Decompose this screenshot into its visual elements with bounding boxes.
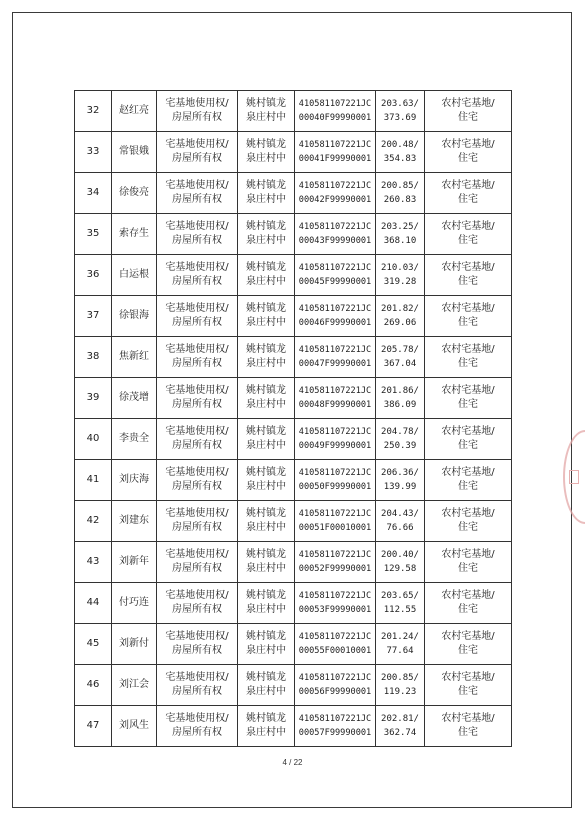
area-cell xyxy=(376,132,425,173)
location-cell xyxy=(238,378,295,419)
land-use: 农村宅基地/ 住宅 xyxy=(441,262,495,287)
row-number-cell xyxy=(75,583,112,624)
area: 206.36/ 139.99 xyxy=(381,468,419,492)
row-number-cell xyxy=(75,706,112,747)
right-type: 宅基地使用权/ 房屋所有权 xyxy=(165,467,229,492)
area: 201.24/ 77.64 xyxy=(381,632,419,656)
area: 200.85/ 260.83 xyxy=(381,181,419,205)
property-code-cell xyxy=(295,583,376,624)
owner-name-cell xyxy=(112,91,157,132)
area: 205.78/ 367.04 xyxy=(381,345,419,369)
table-row xyxy=(75,214,512,255)
area-cell xyxy=(376,255,425,296)
land-use-cell xyxy=(425,296,512,337)
row-number: 33 xyxy=(86,146,100,157)
location-cell xyxy=(238,583,295,624)
property-code: 410581107221JC 00047F99990001 xyxy=(298,345,372,369)
table-row xyxy=(75,583,512,624)
location: 姚村镇龙 泉庄村中 xyxy=(246,139,286,164)
owner-name-cell xyxy=(112,419,157,460)
row-number: 40 xyxy=(86,433,100,444)
row-number-cell xyxy=(75,132,112,173)
land-use: 农村宅基地/ 住宅 xyxy=(441,631,495,656)
records-table-body xyxy=(75,91,512,747)
location-cell xyxy=(238,542,295,583)
right-type-cell xyxy=(157,132,238,173)
location: 姚村镇龙 泉庄村中 xyxy=(246,221,286,246)
right-type-cell xyxy=(157,255,238,296)
right-type: 宅基地使用权/ 房屋所有权 xyxy=(165,713,229,738)
location: 姚村镇龙 泉庄村中 xyxy=(246,303,286,328)
owner-name: 刘庆海 xyxy=(119,474,149,485)
property-code-cell xyxy=(295,542,376,583)
right-type: 宅基地使用权/ 房屋所有权 xyxy=(165,98,229,123)
table-row xyxy=(75,706,512,747)
records-table xyxy=(74,90,512,747)
seal-stamp-mark xyxy=(569,470,579,484)
area-cell xyxy=(376,542,425,583)
area: 201.86/ 386.09 xyxy=(381,386,419,410)
property-code: 410581107221JC 00045F99990001 xyxy=(298,263,372,287)
location: 姚村镇龙 泉庄村中 xyxy=(246,385,286,410)
table-row xyxy=(75,337,512,378)
owner-name-cell xyxy=(112,460,157,501)
land-use: 农村宅基地/ 住宅 xyxy=(441,508,495,533)
land-use: 农村宅基地/ 住宅 xyxy=(441,303,495,328)
row-number: 35 xyxy=(86,228,100,239)
right-type: 宅基地使用权/ 房屋所有权 xyxy=(165,385,229,410)
location: 姚村镇龙 泉庄村中 xyxy=(246,631,286,656)
area-cell xyxy=(376,91,425,132)
owner-name-cell xyxy=(112,214,157,255)
table-row xyxy=(75,542,512,583)
row-number: 41 xyxy=(86,474,100,485)
land-use: 农村宅基地/ 住宅 xyxy=(441,713,495,738)
table-row xyxy=(75,255,512,296)
row-number: 46 xyxy=(86,679,100,690)
property-code: 410581107221JC 00052F99990001 xyxy=(298,550,372,574)
area: 200.40/ 129.58 xyxy=(381,550,419,574)
area-cell xyxy=(376,214,425,255)
table-row xyxy=(75,296,512,337)
row-number-cell xyxy=(75,173,112,214)
land-use: 农村宅基地/ 住宅 xyxy=(441,385,495,410)
owner-name: 刘建东 xyxy=(119,515,149,526)
area: 203.65/ 112.55 xyxy=(381,591,419,615)
area-cell xyxy=(376,173,425,214)
row-number-cell xyxy=(75,214,112,255)
property-code-cell xyxy=(295,91,376,132)
property-code-cell xyxy=(295,214,376,255)
property-code: 410581107221JC 00051F00010001 xyxy=(298,509,372,533)
land-use-cell xyxy=(425,460,512,501)
owner-name-cell xyxy=(112,542,157,583)
property-code-cell xyxy=(295,296,376,337)
table-row xyxy=(75,419,512,460)
property-code: 410581107221JC 00056F99990001 xyxy=(298,673,372,697)
land-use: 农村宅基地/ 住宅 xyxy=(441,344,495,369)
location: 姚村镇龙 泉庄村中 xyxy=(246,344,286,369)
row-number: 42 xyxy=(86,515,100,526)
area: 200.85/ 119.23 xyxy=(381,673,419,697)
land-use-cell xyxy=(425,91,512,132)
location: 姚村镇龙 泉庄村中 xyxy=(246,713,286,738)
row-number: 44 xyxy=(86,597,100,608)
property-code: 410581107221JC 00050F99990001 xyxy=(298,468,372,492)
right-type: 宅基地使用权/ 房屋所有权 xyxy=(165,221,229,246)
location-cell xyxy=(238,501,295,542)
location-cell xyxy=(238,419,295,460)
right-type: 宅基地使用权/ 房屋所有权 xyxy=(165,180,229,205)
location-cell xyxy=(238,91,295,132)
land-use-cell xyxy=(425,337,512,378)
owner-name: 刘新付 xyxy=(119,638,149,649)
location-cell xyxy=(238,665,295,706)
location: 姚村镇龙 泉庄村中 xyxy=(246,590,286,615)
land-use-cell xyxy=(425,583,512,624)
location-cell xyxy=(238,706,295,747)
area-cell xyxy=(376,583,425,624)
row-number-cell xyxy=(75,255,112,296)
owner-name: 徐俊亮 xyxy=(119,187,149,198)
right-type: 宅基地使用权/ 房屋所有权 xyxy=(165,672,229,697)
right-type: 宅基地使用权/ 房屋所有权 xyxy=(165,344,229,369)
owner-name-cell xyxy=(112,706,157,747)
right-type: 宅基地使用权/ 房屋所有权 xyxy=(165,303,229,328)
location-cell xyxy=(238,337,295,378)
row-number-cell xyxy=(75,337,112,378)
land-use: 农村宅基地/ 住宅 xyxy=(441,672,495,697)
area: 201.82/ 269.06 xyxy=(381,304,419,328)
location: 姚村镇龙 泉庄村中 xyxy=(246,180,286,205)
right-type-cell xyxy=(157,583,238,624)
location: 姚村镇龙 泉庄村中 xyxy=(246,98,286,123)
property-code: 410581107221JC 00048F99990001 xyxy=(298,386,372,410)
location: 姚村镇龙 泉庄村中 xyxy=(246,262,286,287)
row-number-cell xyxy=(75,460,112,501)
land-use: 农村宅基地/ 住宅 xyxy=(441,549,495,574)
owner-name-cell xyxy=(112,173,157,214)
owner-name-cell xyxy=(112,501,157,542)
row-number-cell xyxy=(75,378,112,419)
property-code: 410581107221JC 00043F99990001 xyxy=(298,222,372,246)
owner-name-cell xyxy=(112,624,157,665)
right-type-cell xyxy=(157,665,238,706)
location: 姚村镇龙 泉庄村中 xyxy=(246,508,286,533)
owner-name: 赵红亮 xyxy=(119,105,149,116)
right-type-cell xyxy=(157,501,238,542)
row-number: 38 xyxy=(86,351,100,362)
row-number: 45 xyxy=(86,638,100,649)
row-number-cell xyxy=(75,624,112,665)
row-number-cell xyxy=(75,91,112,132)
land-use-cell xyxy=(425,132,512,173)
row-number: 34 xyxy=(86,187,100,198)
owner-name-cell xyxy=(112,255,157,296)
table-row xyxy=(75,501,512,542)
area-cell xyxy=(376,419,425,460)
land-use-cell xyxy=(425,173,512,214)
land-use: 农村宅基地/ 住宅 xyxy=(441,426,495,451)
owner-name-cell xyxy=(112,665,157,706)
owner-name: 李贵全 xyxy=(119,433,149,444)
location-cell xyxy=(238,624,295,665)
property-code: 410581107221JC 00053F99990001 xyxy=(298,591,372,615)
property-code-cell xyxy=(295,460,376,501)
row-number-cell xyxy=(75,419,112,460)
property-code: 410581107221JC 00046F99990001 xyxy=(298,304,372,328)
property-code-cell xyxy=(295,624,376,665)
owner-name: 刘新年 xyxy=(119,556,149,567)
location-cell xyxy=(238,296,295,337)
right-type-cell xyxy=(157,624,238,665)
location-cell xyxy=(238,173,295,214)
row-number-cell xyxy=(75,296,112,337)
owner-name: 常银娥 xyxy=(119,146,149,157)
area-cell xyxy=(376,460,425,501)
location: 姚村镇龙 泉庄村中 xyxy=(246,467,286,492)
owner-name-cell xyxy=(112,583,157,624)
owner-name: 徐茂增 xyxy=(119,392,149,403)
row-number: 47 xyxy=(86,720,100,731)
property-code: 410581107221JC 00057F99990001 xyxy=(298,714,372,738)
owner-name: 徐银海 xyxy=(119,310,149,321)
area: 202.81/ 362.74 xyxy=(381,714,419,738)
area-cell xyxy=(376,296,425,337)
area: 203.63/ 373.69 xyxy=(381,99,419,123)
table-row xyxy=(75,173,512,214)
right-type: 宅基地使用权/ 房屋所有权 xyxy=(165,508,229,533)
area: 204.43/ 76.66 xyxy=(381,509,419,533)
right-type: 宅基地使用权/ 房屋所有权 xyxy=(165,139,229,164)
property-code-cell xyxy=(295,255,376,296)
location-cell xyxy=(238,460,295,501)
land-use: 农村宅基地/ 住宅 xyxy=(441,180,495,205)
land-use: 农村宅基地/ 住宅 xyxy=(441,221,495,246)
property-code-cell xyxy=(295,706,376,747)
land-use: 农村宅基地/ 住宅 xyxy=(441,590,495,615)
land-use-cell xyxy=(425,419,512,460)
right-type: 宅基地使用权/ 房屋所有权 xyxy=(165,590,229,615)
row-number: 39 xyxy=(86,392,100,403)
right-type-cell xyxy=(157,91,238,132)
owner-name: 付巧连 xyxy=(119,597,149,608)
page-number: 4 / 22 xyxy=(282,758,303,767)
area-cell xyxy=(376,378,425,419)
row-number: 43 xyxy=(86,556,100,567)
right-type-cell xyxy=(157,419,238,460)
land-use: 农村宅基地/ 住宅 xyxy=(441,98,495,123)
owner-name: 刘江会 xyxy=(119,679,149,690)
area-cell xyxy=(376,337,425,378)
row-number: 36 xyxy=(86,269,100,280)
property-code-cell xyxy=(295,378,376,419)
owner-name-cell xyxy=(112,378,157,419)
right-type-cell xyxy=(157,173,238,214)
right-type: 宅基地使用权/ 房屋所有权 xyxy=(165,631,229,656)
property-code-cell xyxy=(295,337,376,378)
area-cell xyxy=(376,665,425,706)
area: 210.03/ 319.28 xyxy=(381,263,419,287)
property-code-cell xyxy=(295,173,376,214)
row-number-cell xyxy=(75,665,112,706)
location-cell xyxy=(238,255,295,296)
row-number: 32 xyxy=(86,105,100,116)
right-type-cell xyxy=(157,337,238,378)
right-type-cell xyxy=(157,214,238,255)
area: 200.48/ 354.83 xyxy=(381,140,419,164)
property-code: 410581107221JC 00049F99990001 xyxy=(298,427,372,451)
area: 203.25/ 368.10 xyxy=(381,222,419,246)
owner-name: 刘风生 xyxy=(119,720,149,731)
area-cell xyxy=(376,501,425,542)
table-row xyxy=(75,460,512,501)
land-use-cell xyxy=(425,542,512,583)
owner-name-cell xyxy=(112,296,157,337)
right-type: 宅基地使用权/ 房屋所有权 xyxy=(165,262,229,287)
property-code: 410581107221JC 00055F00010001 xyxy=(298,632,372,656)
table-row xyxy=(75,132,512,173)
property-code: 410581107221JC 00042F99990001 xyxy=(298,181,372,205)
row-number: 37 xyxy=(86,310,100,321)
right-type: 宅基地使用权/ 房屋所有权 xyxy=(165,426,229,451)
property-code-cell xyxy=(295,665,376,706)
right-type-cell xyxy=(157,296,238,337)
right-type-cell xyxy=(157,706,238,747)
table-row xyxy=(75,665,512,706)
location: 姚村镇龙 泉庄村中 xyxy=(246,672,286,697)
land-use-cell xyxy=(425,214,512,255)
property-code-cell xyxy=(295,501,376,542)
location: 姚村镇龙 泉庄村中 xyxy=(246,549,286,574)
table-row xyxy=(75,624,512,665)
area-cell xyxy=(376,624,425,665)
land-use: 农村宅基地/ 住宅 xyxy=(441,139,495,164)
property-code: 410581107221JC 00040F99990001 xyxy=(298,99,372,123)
area: 204.78/ 250.39 xyxy=(381,427,419,451)
area-cell xyxy=(376,706,425,747)
land-use-cell xyxy=(425,706,512,747)
property-code-cell xyxy=(295,132,376,173)
land-use-cell xyxy=(425,665,512,706)
table-row xyxy=(75,91,512,132)
right-type-cell xyxy=(157,542,238,583)
land-use-cell xyxy=(425,255,512,296)
right-type-cell xyxy=(157,378,238,419)
row-number-cell xyxy=(75,501,112,542)
property-code: 410581107221JC 00041F99990001 xyxy=(298,140,372,164)
owner-name: 索存生 xyxy=(119,228,149,239)
location-cell xyxy=(238,214,295,255)
right-type: 宅基地使用权/ 房屋所有权 xyxy=(165,549,229,574)
location: 姚村镇龙 泉庄村中 xyxy=(246,426,286,451)
owner-name-cell xyxy=(112,337,157,378)
owner-name: 焦新红 xyxy=(119,351,149,362)
table-row xyxy=(75,378,512,419)
owner-name-cell xyxy=(112,132,157,173)
property-code-cell xyxy=(295,419,376,460)
owner-name: 白运根 xyxy=(119,269,149,280)
land-use-cell xyxy=(425,378,512,419)
land-use: 农村宅基地/ 住宅 xyxy=(441,467,495,492)
right-type-cell xyxy=(157,460,238,501)
land-use-cell xyxy=(425,624,512,665)
land-use-cell xyxy=(425,501,512,542)
row-number-cell xyxy=(75,542,112,583)
location-cell xyxy=(238,132,295,173)
